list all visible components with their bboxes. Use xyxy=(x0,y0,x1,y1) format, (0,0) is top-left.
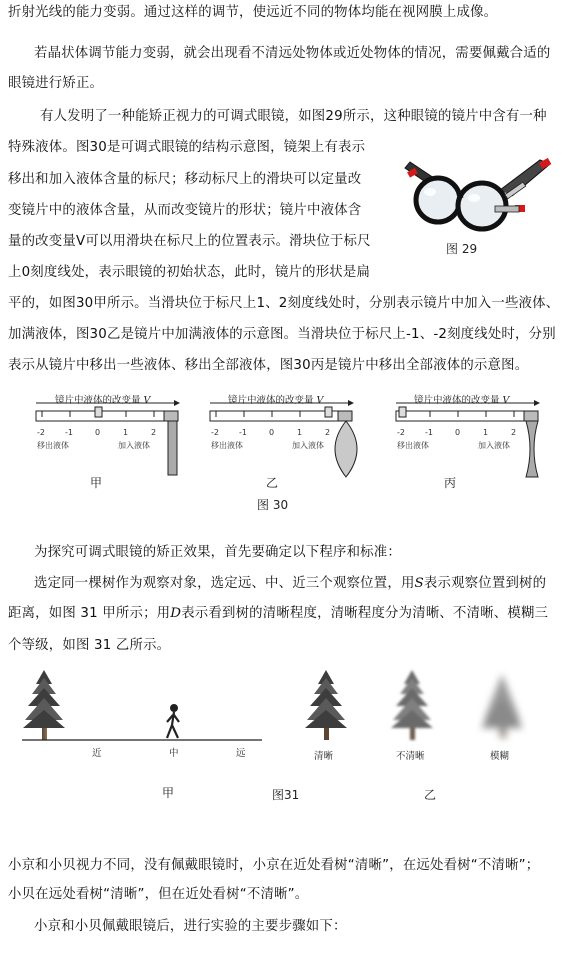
tick-label: 0 xyxy=(455,428,461,437)
tick-label: 0 xyxy=(95,428,101,437)
scale-title: 镜片中液体的改变量 V xyxy=(414,395,510,406)
text-line: 眼镜进行矫正。 xyxy=(8,76,104,91)
text-line: 表示从镜片中移出一些液体、移出全部液体，图30丙是镜片中移出全部液体的示意图。 xyxy=(8,358,529,373)
text-line: 有人发明了一种能矫正视力的可调式眼镜，如图29所示，这种眼镜的镜片中含有一种 xyxy=(40,109,547,124)
tree-clear xyxy=(302,670,352,745)
remove-liquid-label: 移出液体 xyxy=(397,441,429,450)
text-line: 折射光线的能力变弱。通过这样的调节，使远近不同的物体均能在视网膜上成像。 xyxy=(8,5,498,20)
text-line: 小京和小贝佩戴眼镜后，进行实验的主要步骤如下： xyxy=(34,919,347,934)
tick-label: 2 xyxy=(511,428,517,437)
tick-label: 2 xyxy=(151,428,157,437)
text-line: 为探究可调式眼镜的矫正效果，首先要确定以下程序和标准： xyxy=(34,545,401,560)
text-line: 选定同一棵树作为观察对象，选定远、中、近三个观察位置，用S表示观察位置到树的 xyxy=(34,576,547,591)
panel-label: 乙 xyxy=(266,476,279,490)
tree-unclear xyxy=(388,670,438,745)
tick-label: -2 xyxy=(211,428,219,437)
text-line: 特殊液体。图30是可调式眼镜的结构示意图，镜架上有表示 xyxy=(8,140,366,155)
text-line: 若晶状体调节能力变弱，就会出现看不清远处物体或近处物体的情况，需要佩戴合适的 xyxy=(34,46,551,61)
panel-label: 乙 xyxy=(424,788,437,802)
text-line: 个等级，如图 31 乙所示。 xyxy=(8,638,171,653)
tick-label: -2 xyxy=(37,428,45,437)
position-near: 近 xyxy=(92,748,102,759)
panel-label: 丙 xyxy=(444,476,457,490)
figure-31-caption: 图31 xyxy=(272,788,300,802)
figure-30-caption: 图 30 xyxy=(257,498,289,512)
figure-29-glasses-illustration xyxy=(400,140,560,240)
text-line: 量的改变量V可以用滑块在标尺上的位置表示。滑块位于标尺 xyxy=(8,234,371,249)
text-line: 变镜片中的液体含量，从而改变镜片的形状；镜片中液体含 xyxy=(8,203,362,218)
tree-blurry xyxy=(478,670,528,745)
tick-label: 1 xyxy=(123,428,129,437)
clarity-blurry: 模糊 xyxy=(490,751,510,762)
text-line: 距离，如图 31 甲所示；用D表示看到树的清晰程度，清晰程度分为清晰、不清晰、模糊三 xyxy=(8,606,549,621)
add-liquid-label: 加入液体 xyxy=(478,441,510,450)
tick-label: 1 xyxy=(297,428,303,437)
add-liquid-label: 加入液体 xyxy=(292,441,324,450)
clarity-unclear: 不清晰 xyxy=(396,751,425,762)
scale-title: 镜片中液体的改变量 V xyxy=(228,395,324,406)
text-line: 移出和加入液体含量的标尺；移动标尺上的滑块可以定量改 xyxy=(8,172,362,187)
tick-label: -1 xyxy=(65,428,73,437)
text-line: 小京和小贝视力不同，没有佩戴眼镜时，小京在近处看树“清晰”，在远处看树“不清晰”； xyxy=(8,858,540,873)
figure-29-caption: 图 29 xyxy=(446,242,478,256)
scale-title: 镜片中液体的改变量 V xyxy=(55,395,151,406)
panel-label: 甲 xyxy=(90,476,103,490)
figure-31-jia-scene xyxy=(22,670,267,745)
remove-liquid-label: 移出液体 xyxy=(211,441,243,450)
tick-label: 0 xyxy=(269,428,275,437)
panel-label: 甲 xyxy=(162,786,175,800)
tick-label: -1 xyxy=(239,428,247,437)
add-liquid-label: 加入液体 xyxy=(118,441,150,450)
text-line: 平的，如图30甲所示。当滑块位于标尺上1、2刻度线处时，分别表示镜片中加入一些液体、 xyxy=(8,296,560,311)
text-line: 上0刻度线处，表示眼镜的初始状态，此时，镜片的形状是扁 xyxy=(8,265,371,280)
tick-label: 2 xyxy=(325,428,331,437)
text-line: 小贝在远处看树“清晰”，但在近处看树“不清晰”。 xyxy=(8,887,309,902)
tick-label: -2 xyxy=(397,428,405,437)
tick-label: -1 xyxy=(425,428,433,437)
position-far: 远 xyxy=(236,748,246,759)
position-middle: 中 xyxy=(169,748,179,759)
clarity-clear: 清晰 xyxy=(314,751,334,762)
text-line: 加满液体，图30乙是镜片中加满液体的示意图。当滑块位于标尺上-1、-2刻度线处时，分别 xyxy=(8,327,556,342)
remove-liquid-label: 移出液体 xyxy=(37,441,69,450)
tick-label: 1 xyxy=(483,428,489,437)
